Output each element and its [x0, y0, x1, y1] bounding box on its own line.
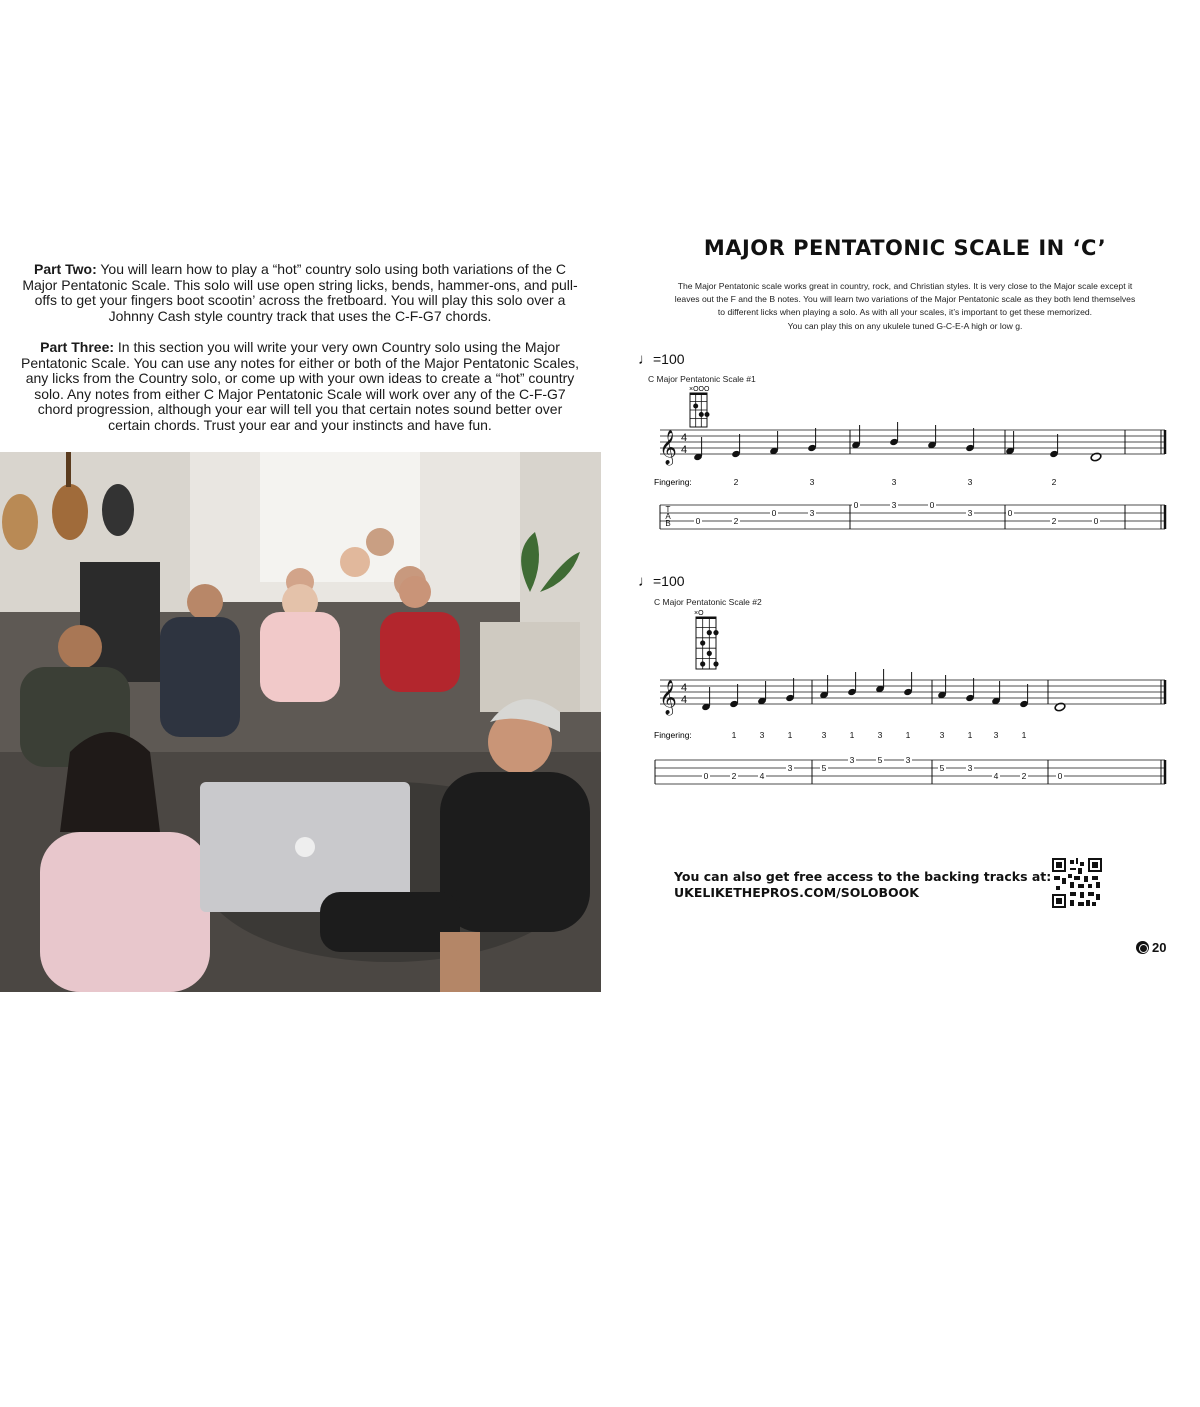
- part-three-body: In this section you will write your very own Country solo using the Major Pentatonic Scale. You can use any notes for either or both of the Major Pentatonic Scales, any licks from the Country solo, or come up with your own ideas to create a “hot” country solo. Any notes from either C Major Pentatonic Scale will work over any of the C-F-G7 chord progression, although your ear will tell you that certain notes sound better over certain chords. Trust your ear and your instincts and have fun.: [20, 339, 580, 433]
- staff-1: [659, 422, 1165, 466]
- left-page-text: [20, 262, 580, 449]
- time-signature-top: 4: [680, 682, 688, 694]
- fingering-label: Fingering:: [654, 730, 692, 740]
- intro-line: The Major Pentatonic scale works great in country, rock, and Christian styles. It is very close to the Major scale except it: [677, 281, 1133, 291]
- treble-clef-icon: 𝄞: [659, 681, 677, 714]
- fingering-number: 2: [1051, 477, 1057, 487]
- fingering-number: 3: [993, 730, 999, 740]
- tempo-value: =100: [653, 573, 685, 589]
- tab-fret-number: 2: [1051, 516, 1057, 526]
- right-page-number: [1136, 940, 1166, 955]
- tab-fret-number: 0: [1093, 516, 1099, 526]
- tab-fret-number: 3: [809, 508, 815, 518]
- time-signature-bottom: 4: [680, 694, 688, 706]
- tab-fret-number: 0: [853, 500, 859, 510]
- tab-fret-number: 2: [1021, 771, 1027, 781]
- tab-fret-number: 3: [905, 755, 911, 765]
- tab-letter: T: [665, 505, 671, 514]
- fingering-row-2: [732, 730, 1027, 740]
- whole-note: [1054, 702, 1066, 712]
- scale-2-label: C Major Pentatonic Scale #2: [654, 597, 762, 607]
- page-title: MAJOR PENTATONIC SCALE IN ‘C’: [703, 236, 1107, 260]
- whole-note: [1090, 452, 1102, 462]
- tab-fret-number: 3: [787, 763, 793, 773]
- quarter-note-icon: ♩: [638, 573, 653, 590]
- fingering-number: 3: [891, 477, 897, 487]
- tab-staff-1: [660, 500, 1165, 529]
- tab-fret-number: 3: [891, 500, 897, 510]
- fingering-number: 1: [731, 730, 737, 740]
- quarter-note-icon: ♩: [638, 351, 653, 368]
- tab-letter: A: [665, 512, 671, 521]
- fingering-number: 3: [967, 477, 973, 487]
- tab-staff-2: [655, 755, 1165, 784]
- part-three-heading: Part Three:: [40, 339, 115, 355]
- scale-1-label: C Major Pentatonic Scale #1: [648, 374, 756, 384]
- intro-line: leaves out the F and the B notes. You will learn two variations of the Major Pentatonic scale as they both lend themselves: [674, 294, 1136, 305]
- treble-clef-icon: 𝄞: [659, 431, 677, 464]
- fingering-label: Fingering:: [654, 477, 692, 487]
- tempo-marking-2: [638, 573, 685, 590]
- group-photo-icon: [0, 452, 601, 992]
- tab-fret-number: 5: [877, 755, 883, 765]
- fingering-row-1: [734, 477, 1057, 487]
- part-two-heading: Part Two:: [33, 261, 97, 277]
- fingering-number: 3: [809, 477, 815, 487]
- tab-fret-number: 2: [733, 516, 739, 526]
- tab-fret-number: 0: [929, 500, 935, 510]
- part-two-paragraph: [20, 262, 580, 324]
- fingering-number: 2: [733, 477, 739, 487]
- fingering-number: 3: [759, 730, 765, 740]
- backing-tracks-text: You can also get free access to the backing tracks at:: [674, 869, 1052, 884]
- group-photo: [0, 452, 601, 1407]
- scale-2-notation: [650, 608, 1180, 803]
- fingering-number: 1: [1021, 730, 1027, 740]
- chord-diagram-1: [689, 386, 710, 427]
- brand-logo-icon: [1136, 941, 1149, 954]
- tab-fret-number: 3: [967, 508, 973, 518]
- chord-diagram-2: [694, 610, 719, 669]
- scale-1-notation: [650, 385, 1180, 535]
- tempo-value: =100: [653, 351, 685, 367]
- fingering-number: 3: [821, 730, 827, 740]
- intro-text: [625, 280, 1185, 333]
- left-page-number: 19: [30, 1392, 45, 1407]
- fingering-number: 3: [939, 730, 945, 740]
- tab-fret-number: 0: [771, 508, 777, 518]
- page-number-text: 20: [1152, 940, 1167, 955]
- tab-fret-number: 2: [731, 771, 737, 781]
- chord-marks: ×O: [694, 610, 704, 617]
- part-three-paragraph: [20, 340, 580, 433]
- fingering-number: 1: [787, 730, 793, 740]
- fingering-number: 1: [967, 730, 973, 740]
- time-signature-top: 4: [680, 432, 688, 444]
- fingering-number: 3: [877, 730, 883, 740]
- tab-fret-number: 5: [821, 763, 827, 773]
- chord-marks: ×OOO: [689, 386, 710, 393]
- tab-fret-number: 0: [1057, 771, 1063, 781]
- intro-line: to different licks when playing a solo. As with all your scales, it’s important to get these memorized.: [717, 307, 1093, 318]
- part-two-body: You will learn how to play a “hot” country solo using both variations of the C Major Pentatonic Scale. This solo will use open string licks, bends, hammer-ons, and pull-offs to get your fingers boot scootin’ across the fretboard. You will play this solo over a Johnny Cash style country track that uses the C-F-G7 chords.: [22, 261, 578, 324]
- intro-line: You can play this on any ukulele tuned G-C-E-A high or low g.: [787, 320, 1023, 331]
- tab-fret-number: 5: [939, 763, 945, 773]
- backing-tracks-url[interactable]: UKELIKETHEPROS.COM/SOLOBOOK: [674, 885, 919, 900]
- tab-fret-number: 4: [993, 771, 999, 781]
- tab-fret-number: 4: [759, 771, 765, 781]
- fingering-number: 1: [849, 730, 855, 740]
- tempo-marking-1: [638, 351, 685, 368]
- time-signature-bottom: 4: [680, 444, 688, 456]
- qr-code-icon[interactable]: [1052, 858, 1102, 908]
- tab-letter: B: [665, 519, 671, 528]
- staff-2: [659, 669, 1165, 716]
- tab-fret-number: 0: [1007, 508, 1013, 518]
- tab-fret-number: 0: [703, 771, 709, 781]
- fingering-number: 1: [905, 730, 911, 740]
- backing-tracks-callout: [674, 869, 1051, 901]
- tab-fret-number: 0: [695, 516, 701, 526]
- tab-fret-number: 3: [967, 763, 973, 773]
- tab-fret-number: 3: [849, 755, 855, 765]
